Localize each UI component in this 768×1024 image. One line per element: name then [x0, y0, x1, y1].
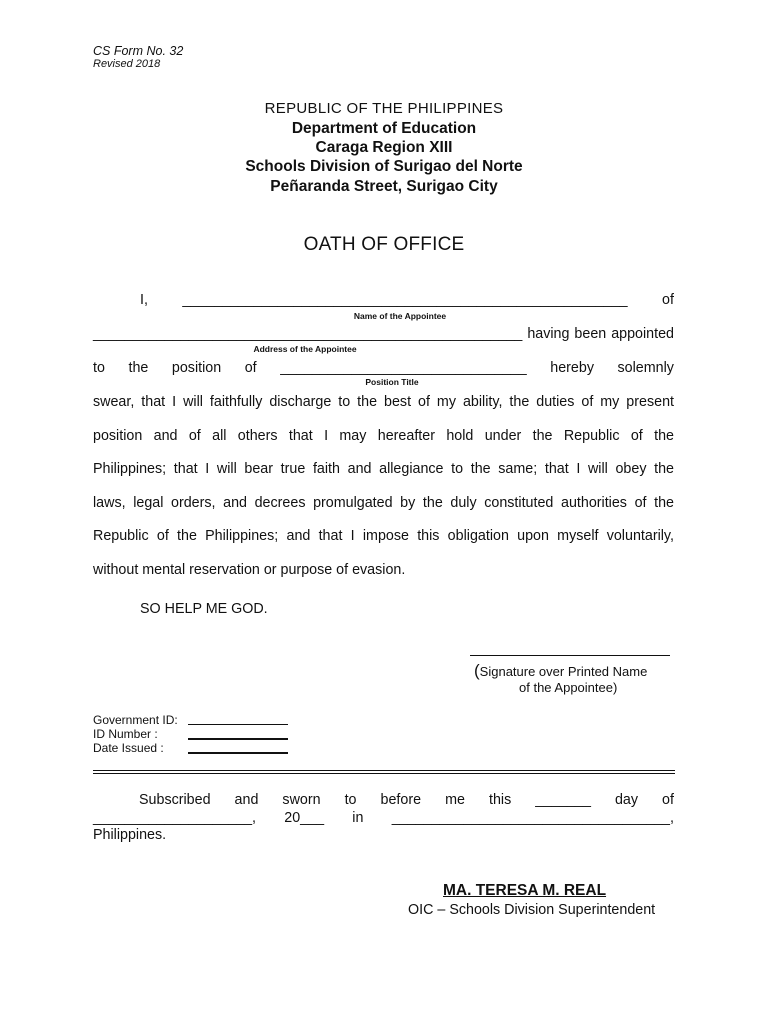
caption-appointee-address: Address of the Appointee: [253, 344, 357, 354]
oath-word: been: [574, 326, 607, 342]
id-number-label: ID Number :: [93, 727, 158, 741]
oath-text-line: laws, legal orders, and decrees promulgated by the duly constituted authorities of the: [93, 495, 674, 511]
month-blank[interactable]: ____________________,: [93, 810, 256, 826]
jurat-word: and: [234, 792, 259, 808]
header-address: Peñaranda Street, Surigao City: [270, 178, 498, 195]
date-issued-label: Date Issued :: [93, 741, 164, 755]
document-title: OATH OF OFFICE: [303, 234, 465, 255]
jurat-word: day: [614, 792, 638, 808]
id-number-row: [93, 727, 288, 741]
government-id-row: [93, 713, 288, 727]
day-blank[interactable]: _______: [535, 792, 591, 808]
government-id-label: Government ID:: [93, 713, 178, 727]
government-id-field[interactable]: [188, 713, 288, 725]
oath-text-line: Republic of the Philippines; and that I impose this obligation upon myself voluntarily,: [93, 528, 674, 544]
oath-line-position: [93, 360, 674, 376]
caption-position-title: Position Title: [365, 377, 419, 387]
oath-word: having: [527, 326, 570, 342]
signature-caption: [474, 661, 647, 681]
signature-caption-text: Signature over Printed Name: [479, 664, 648, 679]
double-divider: [93, 770, 675, 774]
header-republic: REPUBLIC OF THE PHILIPPINES: [264, 100, 504, 117]
closing-phrase: SO HELP ME GOD.: [140, 601, 268, 617]
oath-word: to: [93, 360, 105, 376]
caption-appointee-name: Name of the Appointee: [353, 311, 447, 321]
signature-paren: (: [474, 661, 480, 680]
date-issued-field[interactable]: [188, 741, 288, 754]
jurat-word: of: [662, 792, 674, 808]
signature-line[interactable]: [470, 655, 670, 656]
place-blank[interactable]: ___________________________________,: [391, 810, 674, 826]
jurat-line-3: Philippines.: [93, 827, 167, 843]
oath-text-line: swear, that I will faithfully discharge to the best of my ability, the duties of my present: [93, 394, 674, 410]
oath-word: hereby: [550, 360, 594, 376]
administering-officer-title: OIC – Schools Division Superintendent: [408, 902, 656, 918]
oath-word: the: [128, 360, 149, 376]
year-blank[interactable]: 20___: [284, 810, 325, 826]
oath-word: I,: [140, 292, 148, 308]
jurat-line-2: [93, 810, 674, 826]
appointee-name-blank[interactable]: ________________________________________________________: [182, 292, 628, 308]
administering-officer-name: MA. TERESA M. REAL: [443, 882, 607, 899]
oath-word: appointed: [611, 326, 674, 342]
date-issued-row: [93, 741, 288, 755]
header-department: Department of Education: [291, 120, 477, 137]
oath-word: position: [171, 360, 222, 376]
oath-text-line: Philippines; that I will bear true faith and allegiance to the same; that I will obey the: [93, 461, 674, 477]
jurat-word: in: [352, 810, 364, 826]
oath-text-line: position and of all others that I may hereafter hold under the Republic of the: [93, 428, 674, 444]
appointee-address-blank[interactable]: ______________________________________________________: [93, 326, 523, 342]
oath-line-address: [93, 326, 674, 342]
jurat-word: me: [445, 792, 465, 808]
form-number: CS Form No. 32: [93, 44, 184, 58]
oath-word: of: [662, 292, 674, 308]
signature-caption-2: of the Appointee): [519, 680, 618, 695]
jurat-word: before: [380, 792, 422, 808]
jurat-line-1: [93, 792, 674, 808]
jurat-word: Subscribed: [139, 792, 211, 808]
form-revision: Revised 2018: [93, 58, 161, 70]
position-title-blank[interactable]: _______________________________: [280, 360, 527, 376]
header-region: Caraga Region XIII: [315, 139, 453, 156]
oath-text-line: without mental reservation or purpose of evasion.: [93, 562, 406, 578]
header-division: Schools Division of Surigao del Norte: [245, 158, 523, 175]
jurat-word: sworn: [282, 792, 321, 808]
id-number-field[interactable]: [188, 727, 288, 740]
oath-word: solemnly: [617, 360, 674, 376]
oath-word: of: [244, 360, 257, 376]
oath-line-name: [93, 292, 674, 308]
jurat-word: to: [344, 792, 357, 808]
jurat-word: this: [488, 792, 512, 808]
